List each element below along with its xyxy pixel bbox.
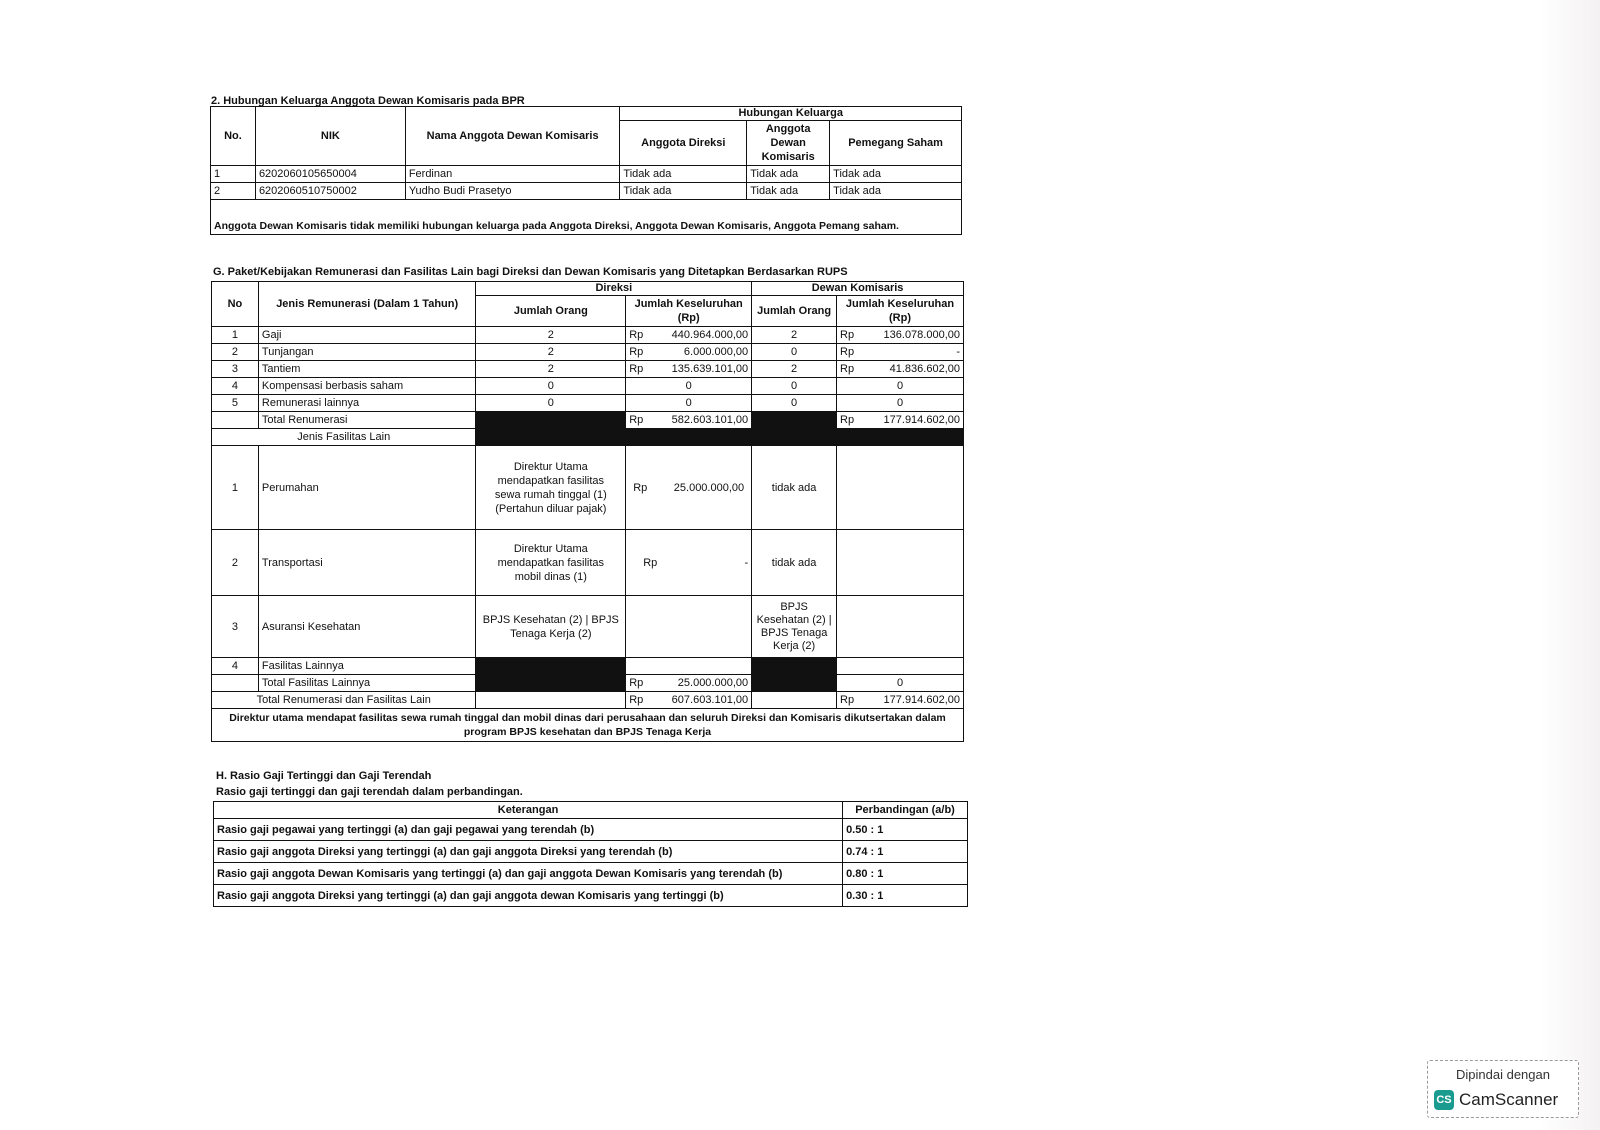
scanned-with-label: Dipindai dengan bbox=[1456, 1067, 1550, 1082]
table-row: 2 Transportasi Direktur Utama mendapatkan fasilitas mobil dinas (1) Rp - tidak ada bbox=[212, 530, 964, 596]
col-pemegang-saham: Pemegang Saham bbox=[830, 121, 962, 166]
family-section-title: 2. Hubungan Keluarga Anggota Dewan Komisaris pada BPR bbox=[211, 95, 525, 107]
total-fasilitas-row: Total Fasilitas Lainnya Rp 25.000.000,00 0 bbox=[212, 675, 964, 692]
table-row: Rasio gaji anggota Direksi yang tertinggi (a) dan gaji anggota Direksi yang terendah (b) 0.74 : 1 bbox=[214, 841, 968, 863]
col-nama: Nama Anggota Dewan Komisaris bbox=[405, 107, 620, 166]
table-row: 1 Perumahan Direktur Utama mendapatkan fasilitas sewa rumah tinggal (1) (Pertahun diluar pajak) Rp 25.000.000,00 tidak ada bbox=[212, 446, 964, 530]
table-row: 1 Gaji 2 Rp 440.964.000,00 2 Rp 136.078.000,00 bbox=[212, 327, 964, 344]
col-direksi: Direksi bbox=[476, 282, 752, 296]
table-row: 5 Remunerasi lainnya 0 0 0 0 bbox=[212, 395, 964, 412]
col-no: No. bbox=[211, 107, 256, 166]
table-row: 4 Fasilitas Lainnya bbox=[212, 658, 964, 675]
camscanner-badge bbox=[1427, 1060, 1579, 1118]
table-row: Rasio gaji pegawai yang tertinggi (a) dan gaji pegawai yang terendah (b) 0.50 : 1 bbox=[214, 819, 968, 841]
table-row: 1 6202060105650004 Ferdinan Tidak ada Tidak ada Tidak ada bbox=[211, 166, 962, 183]
col-keterangan: Keterangan bbox=[214, 802, 843, 819]
col-k-jumlah-orang: Jumlah Orang bbox=[752, 296, 837, 327]
fasilitas-header: Jenis Fasilitas Lain bbox=[212, 429, 476, 446]
camscanner-brand: CamScanner bbox=[1459, 1090, 1559, 1109]
family-note: Anggota Dewan Komisaris tidak memiliki hubungan keluarga pada Anggota Direksi, Anggota Dewan Komisaris, Anggota Pemang saham. bbox=[211, 200, 962, 235]
table-row: Rasio gaji anggota Dewan Komisaris yang tertinggi (a) dan gaji anggota Dewan Komisaris yang terendah (b) 0.80 : 1 bbox=[214, 863, 968, 885]
remun-section-title: G. Paket/Kebijakan Remunerasi dan Fasilitas Lain bagi Direksi dan Dewan Komisaris yang Ditetapkan Berdasarkan RUPS bbox=[213, 266, 848, 278]
col-anggota-komisaris: Anggota Dewan Komisaris bbox=[747, 121, 830, 166]
remun-table bbox=[211, 281, 964, 742]
col-perbandingan: Perbandingan (a/b) bbox=[843, 802, 968, 819]
col-k-jumlah-keseluruhan: Jumlah Keseluruhan (Rp) bbox=[837, 296, 964, 327]
table-row: 3 Asuransi Kesehatan BPJS Kesehatan (2) | BPJS Tenaga Kerja (2) BPJS Kesehatan (2) | BPJS Tenaga Kerja (2) bbox=[212, 596, 964, 658]
table-row: 2 Tunjangan 2 Rp 6.000.000,00 0 Rp - bbox=[212, 344, 964, 361]
col-hubungan: Hubungan Keluarga bbox=[620, 107, 962, 121]
col-no: No bbox=[212, 282, 259, 327]
table-row: 4 Kompensasi berbasis saham 0 0 0 0 bbox=[212, 378, 964, 395]
col-anggota-direksi: Anggota Direksi bbox=[620, 121, 747, 166]
col-d-jumlah-keseluruhan: Jumlah Keseluruhan (Rp) bbox=[626, 296, 752, 327]
page-edge-shadow bbox=[1540, 0, 1600, 1130]
camscanner-logo-icon: CS bbox=[1434, 1090, 1454, 1110]
grand-total-row: Total Renumerasi dan Fasilitas Lain Rp 607.603.101,00 Rp 177.914.602,00 bbox=[212, 692, 964, 709]
col-nik: NIK bbox=[255, 107, 405, 166]
total-row: Total Renumerasi Rp 582.603.101,00 Rp 177.914.602,00 bbox=[212, 412, 964, 429]
col-dewan-komisaris: Dewan Komisaris bbox=[752, 282, 964, 296]
table-row: Rasio gaji anggota Direksi yang tertinggi (a) dan gaji anggota dewan Komisaris yang tertinggi (b) 0.30 : 1 bbox=[214, 885, 968, 907]
ratio-section-title: H. Rasio Gaji Tertinggi dan Gaji Terendah bbox=[216, 770, 432, 782]
table-row: 2 6202060510750002 Yudho Budi Prasetyo Tidak ada Tidak ada Tidak ada bbox=[211, 183, 962, 200]
remun-note: Direktur utama mendapat fasilitas sewa rumah tinggal dan mobil dinas dari perusahaan dan seluruh Direksi dan Komisaris dikutsertakan dalam program BPJS kesehatan dan BPJS Tenaga Kerja bbox=[212, 709, 964, 742]
family-table bbox=[210, 106, 962, 235]
col-d-jumlah-orang: Jumlah Orang bbox=[476, 296, 626, 327]
table-row: 3 Tantiem 2 Rp 135.639.101,00 2 Rp 41.836.602,00 bbox=[212, 361, 964, 378]
col-jenis: Jenis Remunerasi (Dalam 1 Tahun) bbox=[258, 282, 476, 327]
ratio-table bbox=[213, 801, 968, 907]
ratio-subtitle: Rasio gaji tertinggi dan gaji terendah dalam perbandingan. bbox=[216, 786, 523, 798]
